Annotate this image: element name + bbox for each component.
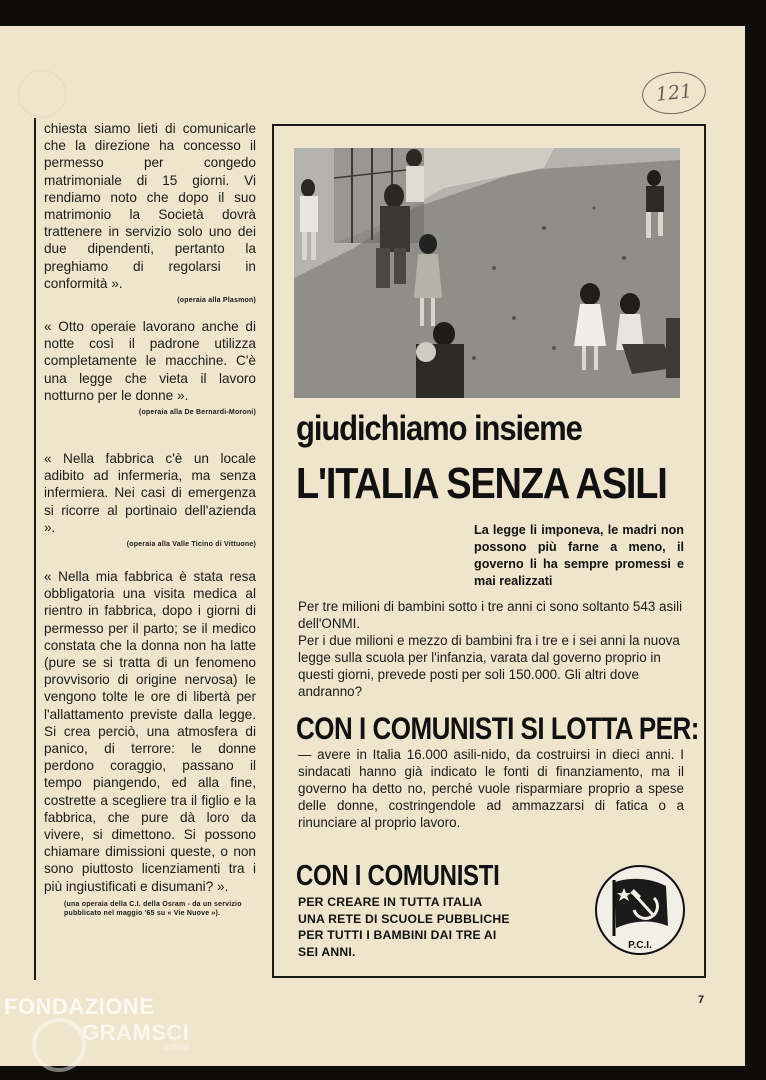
quote-text: chiesta siamo lieti di comunicarle che la direzione ha concesso il permesso per congedo matrimoniale di 15 giorni. Vi rendiamo noto che dopo il suo matrimonio la Società dovrà trattenere in servizio solo uno dei due dipendenti, pertanto la preghiamo di regolarsi in conformità ». [44, 121, 256, 291]
quote-text: « Otto operaie lavorano anche di notte così il padrone utilizza completamente le macchine. C'è una legge che vieta il lavoro notturno per le donne ». [44, 319, 256, 403]
quote-plasmon [44, 120, 256, 305]
subheading: La legge li imponeva, le madri non possono più farne a meno, il governo li ha sempre promessi e mai realizzati [474, 523, 684, 588]
headline-giudichiamo: giudichiamo insieme [296, 408, 582, 449]
watermark-online: online [163, 1042, 190, 1053]
children-playground-photo [294, 148, 680, 398]
pci-logo [594, 864, 686, 956]
poster-frame [272, 124, 706, 978]
quote-text: « Nella mia fabbrica è stata resa obbligatoria una visita medica al rientro in fabbrica, dopo i giorni di permesso per il parto; se il medico constata che la donna non ha latte (pure se si tratta di un fenomeno provvisorio di origine nervosa) le vengono tolte le ore di libertà per l'allattamento previste dalla legge. Si crea perciò, una atmosfera di panico, di terrore: le donne perdono coraggio, passano il tempo piangendo, ed alla fine, costrette a scegliere tra il figlio e la fabbrica, che pure dà loro da vivere, si dimettono. Si possono chiamare dimissioni queste, o non sono piuttosto licenziamenti tra i più ingiustificati e disumani? ». [44, 569, 256, 894]
handwritten-page-number: 121 [640, 69, 708, 117]
logo-text: P.C.I. [628, 940, 652, 951]
photo-illustration [294, 148, 680, 398]
watermark-line2: GRAMSCI [82, 1020, 190, 1045]
quote-attribution: (operaia alla De Bernardi-Moroni) [138, 409, 256, 417]
quote-attribution: (operaia alla Valle Ticino di Vittuone) [126, 541, 256, 549]
quote-de-bernardi [44, 318, 256, 417]
heading-con-i-comunisti: CON I COMUNISTI [296, 860, 500, 893]
quote-osram [44, 568, 256, 918]
body-paragraph-1: Per tre milioni di bambini sotto i tre anni ci sono soltanto 543 asili dell'ONMI. [298, 599, 683, 631]
headline-italia-senza-asili: L'ITALIA SENZA ASILI [296, 460, 667, 509]
quote-attribution: (una operaia della C.I. della Osram - da un servizio pubblicato nel maggio '65 su « Vie Nuove »). [64, 900, 242, 917]
quote-text: « Nella fabbrica c'è un locale adibito ad infermeria, ma senza infermiera. Nei casi di emergenza si ricorre al portinaio dell'azienda ». [44, 451, 256, 535]
body-paragraph-2: Per i due milioni e mezzo di bambini fra i tre e i sei anni la nuova legge sulla scuola per l'infanzia, varata dal governo proprio in questi giorni, prevede posti per soli 150.000. Gli altri dove andranno? [298, 633, 680, 699]
heading-si-lotta-per: CON I COMUNISTI SI LOTTA PER: [296, 710, 699, 746]
body-text [298, 598, 686, 700]
quote-attribution: (operaia alla Plasmon) [177, 297, 256, 305]
quote-valle-ticino [44, 450, 256, 549]
per-creare-text: PER CREARE IN TUTTA ITALIA UNA RETE DI SCUOLE PUBBLICHE PER TUTTI I BAMBINI DAI TRE AI SEI ANNI. [298, 895, 510, 959]
lotta-text: — avere in Italia 16.000 asili-nido, da costruirsi in dieci anni. I sindacati hanno già indicato le fonti di finanziamento, ma il governo ha detto no, perché vuole risparmiare proprio a spese delle donne, costringendole ad ammazzarsi di fatica o a rinunciare al proprio lavoro. [298, 747, 684, 830]
watermark [4, 994, 189, 1046]
faint-stamp-mark [18, 70, 66, 118]
page-number: 7 [698, 994, 705, 1006]
testimony-column [34, 118, 260, 980]
watermark-line1: FONDAZIONE [4, 994, 155, 1019]
